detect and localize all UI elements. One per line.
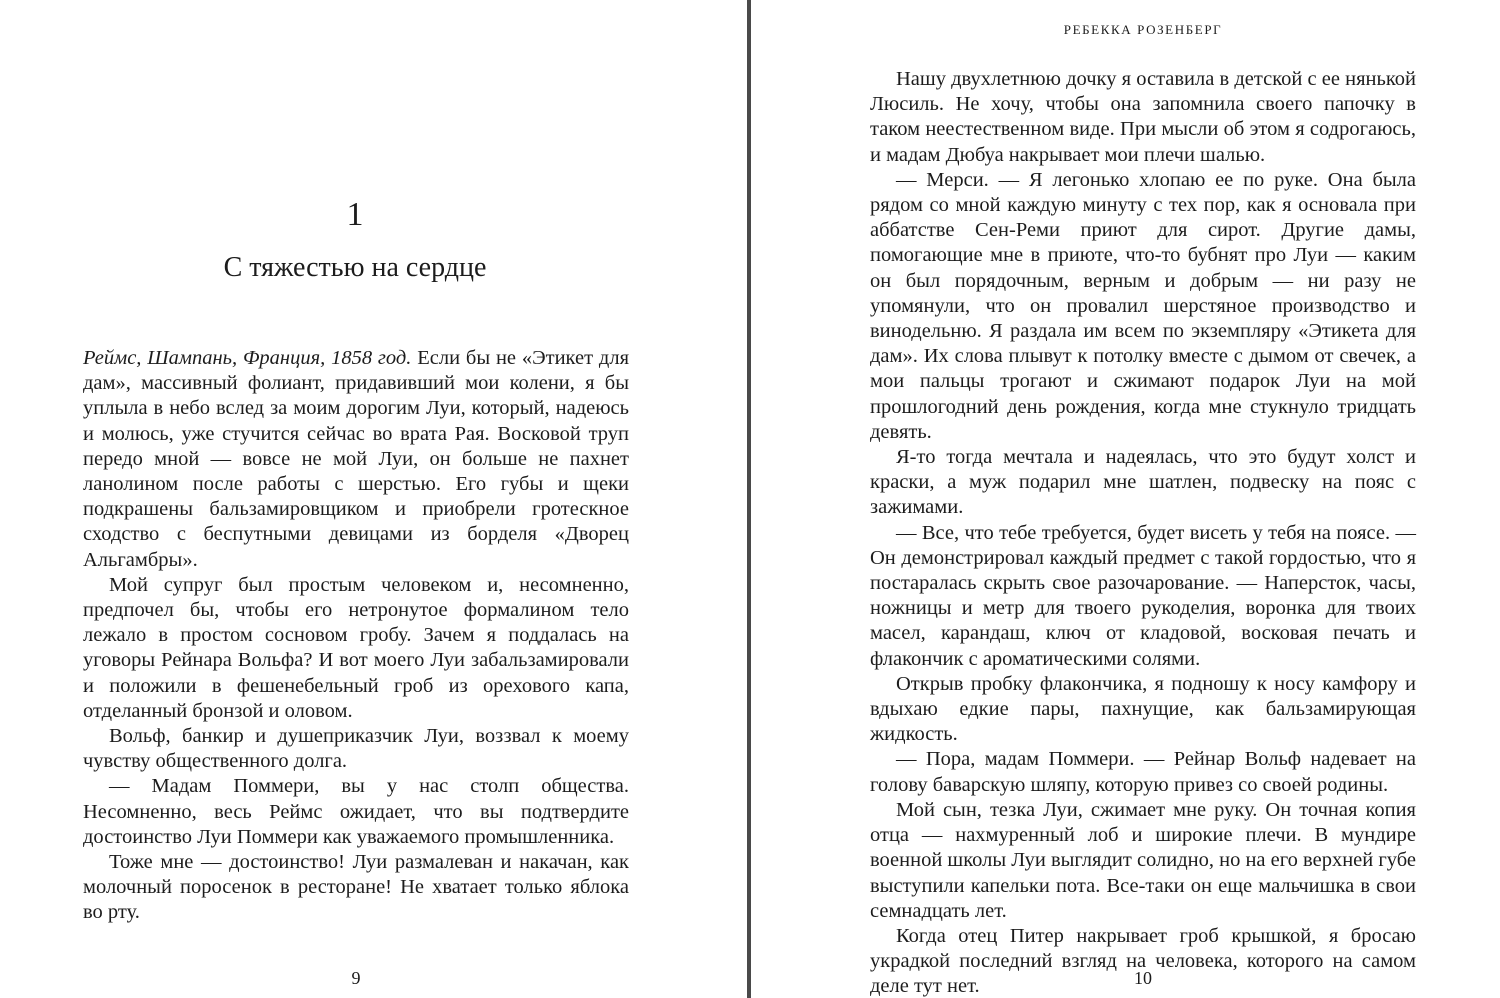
paragraph: Мой сын, тезка Луи, сжимает мне руку. Он точная копия отца — нахмуренный лоб и широкие плечи. В мундире военной школы Луи выглядит солидно, но на его верхней губе выступили капельки пота. Все-таки он еще мальчишка в свои семнадцать лет. bbox=[870, 798, 1417, 922]
place-date-dateline: Реймс, Шампань, Франция, 1858 год. bbox=[83, 347, 412, 369]
paragraph: Открыв пробку флакончика, я подношу к носу камфору и вдыхаю едкие пары, пахнущие, как бальзамирующая жидкость. bbox=[870, 672, 1416, 746]
page-number-left: 9 bbox=[351, 968, 361, 988]
paragraph: Нашу двухлетнюю дочку я оставила в детской с ее нянькой Люсиль. Не хочу, чтобы она запомнила своего папочку в таком неестественном виде. При мысли об этом я содрогаюсь, и мадам Дюбуа накрывает мои плечи шалью. bbox=[870, 68, 1416, 166]
right-page-body bbox=[870, 67, 1416, 998]
paragraph: — Все, что тебе требуется, будет висеть у тебя на поясе. — Он демонстрировал каждый предмет с такой гордостью, что я постаралась скрыть свое разочарование. — Наперсток, часы, ножницы и метр для твоего рукоделия, воронка для твоих масел, карандаш, ключ от кладовой, восковая печать и флакончик с ароматическими солями. bbox=[870, 521, 1416, 670]
opening-paragraph-text: Если бы не «Этикет для дам», массивный фолиант, придавивший мои колени, я бы уплыла в небо вслед за моим дорогим Луи, который, надеюсь и молюсь, уже стучится сейчас во врата Рая. Восковой труп передо мной — вовсе не мой Луи, он больше не пахнет ланолином после работы с шерстью. Его губы и щеки подкрашены бальзамировщиком и приобрели гротескное сходство с беспутными девицами из борделя «Дворец Альгамбры». bbox=[83, 347, 629, 571]
running-header-author: РЕБЕККА РОЗЕНБЕРГ bbox=[1063, 22, 1223, 37]
chapter-number: 1 bbox=[346, 196, 364, 233]
paragraph: — Мадам Поммери, вы у нас столп общества. Несомненно, весь Реймс ожидает, что вы подтвердите достоинство Луи Поммери как уважаемого промышленника. bbox=[83, 775, 629, 848]
paragraph: — Мерси. — Я легонько хлопаю ее по руке. Она была рядом со мной каждую минуту с тех пор, как я основала при аббатстве Сен-Реми приют для сирот. Другие дамы, помогающие мне в приюте, что-то бубнят про Луи — каким он был порядочным, верным и добрым — ни разу не упомянули, что он провалил шерстяное производство и винодельню. Я раздала им всем по экземпляру «Этикета для дам». Их слова плывут к потолку вместе с дымом от свечек, а мои пальцы трогают и сжимают подарок Луи на мой прошлогодний день рождения, когда мне стукнуло тридцать девять. bbox=[870, 168, 1416, 443]
left-page-body bbox=[83, 346, 629, 926]
opening-paragraph bbox=[83, 346, 629, 573]
paragraph: Тоже мне — достоинство! Луи размалеван и накачан, как молочный поросенок в ресторане! Не хватает только яблока во рту. bbox=[83, 851, 629, 924]
chapter-title: С тяжестью на сердце bbox=[223, 252, 487, 283]
page-number-right: 10 bbox=[1134, 968, 1152, 988]
paragraph: Мой супруг был простым человеком и, несомненно, предпочел бы, чтобы его нетронутое формалином тело лежало в простом сосновом гробу. Зачем я поддалась на уговоры Рейнара Вольфа? И вот моего Луи забальзамировали и положили в фешенебельный гроб из орехового капа, отделанный бронзой и оловом. bbox=[83, 573, 629, 722]
paragraph: Когда отец Питер накрывает гроб крышкой, я бросаю украдкой последний взгляд на человека, которого на самом деле тут нет. bbox=[870, 924, 1416, 998]
paragraph: Я-то тогда мечтала и надеялась, что это будут холст и краски, а муж подарил мне шатлен, подвеску на пояс с зажимами. bbox=[870, 446, 1416, 519]
paragraph: Вольф, банкир и душеприказчик Луи, воззвал к моему чувству общественного долга. bbox=[83, 725, 629, 773]
paragraph: — Пора, мадам Поммери. — Рейнар Вольф надевает на голову баварскую шляпу, которую привез со своей родины. bbox=[870, 748, 1416, 796]
